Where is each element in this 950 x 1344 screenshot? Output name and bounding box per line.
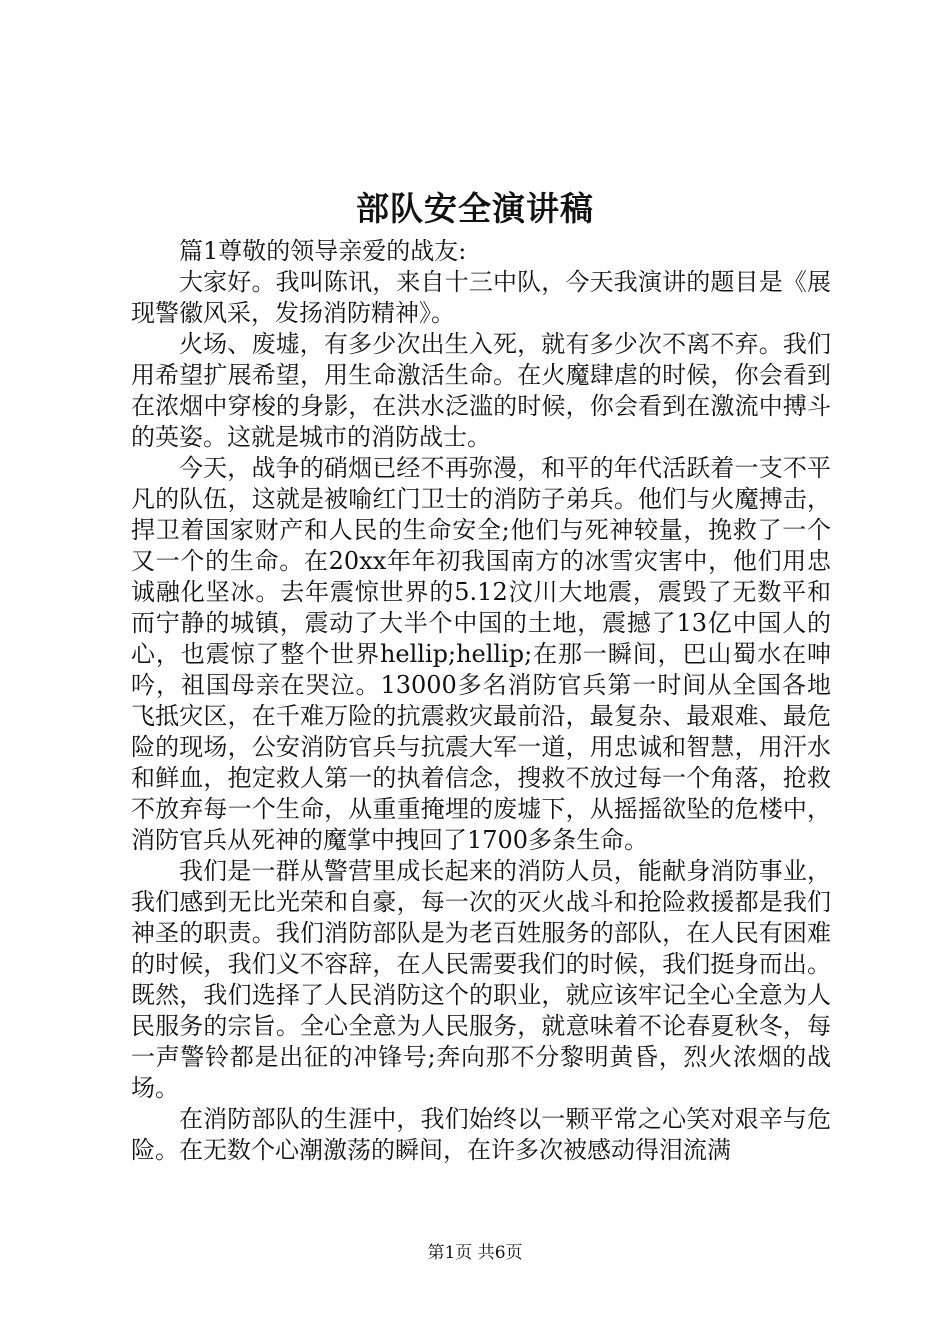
document-title: 部队安全演讲稿 xyxy=(356,189,594,228)
paragraph-fire-scene: 火场、废墟，有多少次出生入死，就有多少次不离不弃。我们用希望扩展希望，用生命激活生命。在火魔肆虐的时候，你会看到在浓烟中穿梭的身影，在洪水泛滥的时候，你会看到在激流中搏斗的英姿。这就是城市的消防战士。 xyxy=(131,330,831,451)
document-body xyxy=(131,236,831,1166)
paragraph-career: 在消防部队的生涯中，我们始终以一颗平常之心笑对艰辛与危险。在无数个心潮激荡的瞬间，在许多次被感动得泪流满 xyxy=(131,1105,831,1164)
paragraph-salutation: 篇1尊敬的领导亲爱的战友: xyxy=(179,237,467,265)
page-number-footer: 第1页 共6页 xyxy=(427,1243,523,1263)
paragraph-disaster-relief: 今天，战争的硝烟已经不再弥漫，和平的年代活跃着一支不平凡的队伍，这就是被喻红门卫士的消防子弟兵。他们与火魔搏击，捍卫着国家财产和人民的生命安全;他们与死神较量，挽救了一个又一个的生命。在20xx年年初我国南方的冰雪灾害中，他们用忠诚融化坚冰。去年震惊世界的5.12汶川大地震，震毁了无数平和而宁静的城镇，震动了大半个中国的土地，震撼了13亿中国人的心，也震惊了整个世界hellip;hellip;在那一瞬间，巴山蜀水在呻吟，祖国母亲在哭泣。13000多名消防官兵第一时间从全国各地飞抵灾区，在千难万险的抗震救灾最前沿，最复杂、最艰难、最危险的现场，公安消防官兵与抗震大军一道，用忠诚和智慧，用汗水和鲜血，抱定救人第一的执着信念，搜救不放过每一个角落，抢救不放弃每一个生命，从重重掩埋的废墟下，从摇摇欲坠的危楼中，消防官兵从死神的魔掌中拽回了1700多条生命。 xyxy=(131,454,831,854)
paragraph-duty: 我们是一群从警营里成长起来的消防人员，能献身消防事业，我们感到无比光荣和自豪，每一次的灭火战斗和抢险救援都是我们神圣的职责。我们消防部队是为老百姓服务的部队，在人民有困难的时候，我们义不容辞，在人民需要我们的时候，我们挺身而出。既然，我们选择了人民消防这个的职业，就应该牢记全心全意为人民服务的宗旨。全心全意为人民服务，就意味着不论春夏秋冬，每一声警铃都是出征的冲锋号;奔向那不分黎明黄昏，烈火浓烟的战场。 xyxy=(131,857,831,1102)
paragraph-introduction: 大家好。我叫陈讯，来自十三中队，今天我演讲的题目是《展现警徽风采，发扬消防精神》。 xyxy=(131,268,831,327)
